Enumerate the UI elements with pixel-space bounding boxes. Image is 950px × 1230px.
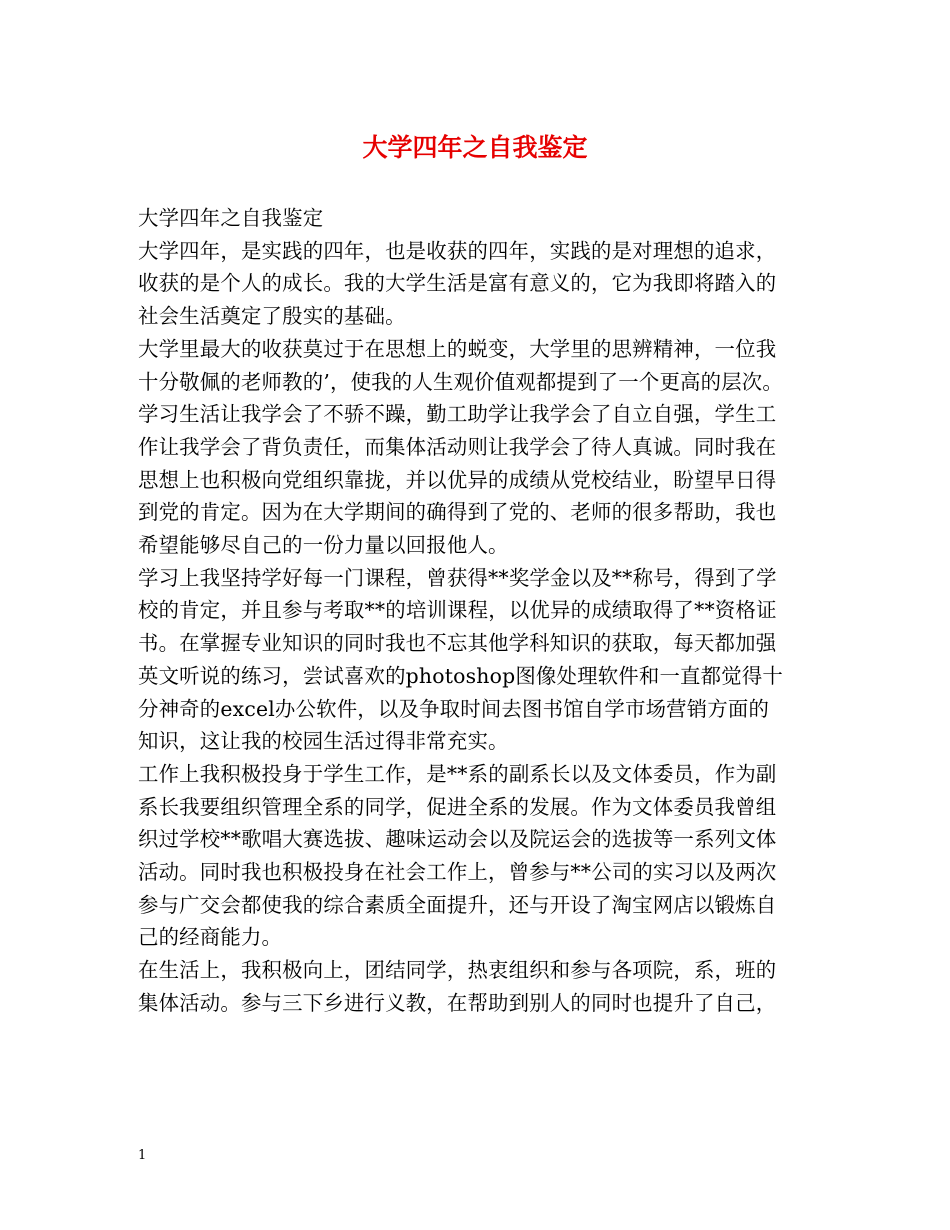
document-title: 大学四年之自我鉴定 — [362, 133, 588, 162]
body-line: 希望能够尽自己的一份力量以回报他人。 — [138, 533, 509, 558]
page-number: 1 — [138, 1148, 147, 1163]
body-line: 大学四年之自我鉴定 — [138, 206, 324, 230]
body-line: 学习上我坚持学好每一门课程，曾获得**奖学金以及**称号，得到了学 — [138, 565, 777, 590]
body-line: 织过学校**歌唱大赛选拔、趣味运动会以及院运会的选拔等一系列文体 — [138, 827, 777, 852]
body-line: 系长我要组织管理全系的同学，促进全系的发展。作为文体委员我曾组 — [138, 794, 777, 819]
body-line: 书。在掌握专业知识的同时我也不忘其他学科知识的获取，每天都加强 — [138, 631, 777, 656]
body-line: 在生活上，我积极向上，团结同学，热衷组织和参与各项院，系，班的 — [138, 958, 777, 983]
body-line: 到党的肯定。因为在大学期间的确得到了党的、老师的很多帮助，我也 — [138, 500, 777, 525]
body-line: 英文听说的练习，尝试喜欢的photoshop图像处理软件和一直都觉得十 — [138, 663, 784, 688]
body-line: 作让我学会了背负责任，而集体活动则让我学会了待人真诚。同时我在 — [138, 434, 777, 459]
document-body — [138, 202, 818, 1020]
body-line: 己的经商能力。 — [138, 925, 283, 950]
body-line: 收获的是个人的成长。我的大学生活是富有意义的，它为我即将踏入的 — [138, 271, 777, 296]
body-line: 活动。同时我也积极投身在社会工作上，曾参与**公司的实习以及两次 — [138, 860, 777, 885]
body-line: 思想上也积极向党组织靠拢，并以优异的成绩从党校结业，盼望早日得 — [138, 467, 777, 492]
body-line: 大学四年，是实践的四年，也是收获的四年，实践的是对理想的追求， — [138, 238, 777, 263]
body-line: 集体活动。参与三下乡进行义教，在帮助到别人的同时也提升了自己， — [138, 990, 777, 1015]
body-line: 工作上我积极投身于学生工作，是**系的副系长以及文体委员，作为副 — [138, 761, 777, 786]
body-line: 学习生活让我学会了不骄不躁，勤工助学让我学会了自立自强，学生工 — [138, 402, 777, 427]
body-line: 大学里最大的收获莫过于在思想上的蜕变，大学里的思辨精神，一位我 — [138, 336, 777, 361]
body-line: 校的肯定，并且参与考取**的培训课程，以优异的成绩取得了**资格证 — [138, 598, 777, 623]
body-line: 十分敬佩的老师教的’，使我的人生观价值观都提到了一个更高的层次。 — [138, 369, 783, 394]
body-line: 分神奇的excel办公软件，以及争取时间去图书馆自学市场营销方面的 — [138, 696, 770, 721]
body-line: 参与广交会都使我的综合素质全面提升，还与开设了淘宝网店以锻炼自 — [138, 892, 777, 917]
body-line: 知识，这让我的校园生活过得非常充实。 — [138, 729, 509, 754]
body-line: 社会生活奠定了殷实的基础。 — [138, 304, 406, 329]
